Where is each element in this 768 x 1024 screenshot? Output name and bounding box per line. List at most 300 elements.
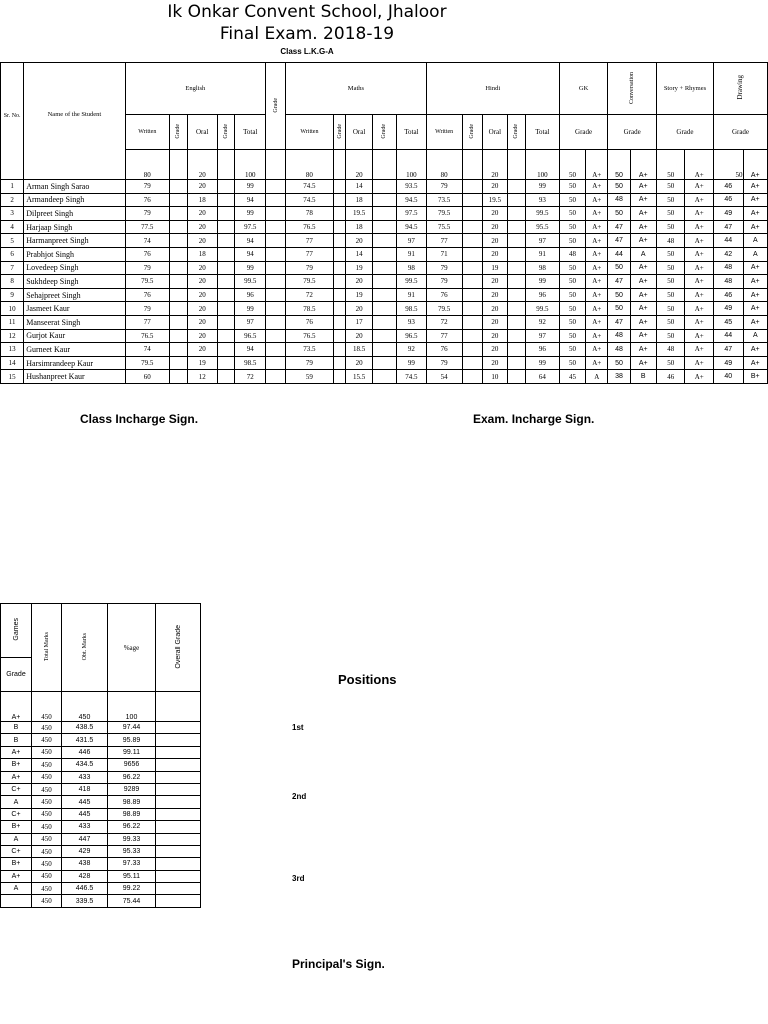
total-marks: 450 <box>32 821 62 833</box>
grade-cell <box>372 356 396 370</box>
grade-cell <box>462 261 482 275</box>
hindi-written-grade-header: Grade <box>462 115 482 150</box>
grade-cell <box>217 234 235 248</box>
cell-m-t: 99 <box>397 356 427 370</box>
total-marks: 450 <box>32 734 62 746</box>
obt-marks: 431.5 <box>62 734 108 746</box>
obt-marks: 429 <box>62 845 108 857</box>
cell-h-w: 75.5 <box>426 220 462 234</box>
cell-cv-g: A+ <box>630 288 656 302</box>
student-name: Harsimrandeep Kaur <box>24 356 125 370</box>
cell-h-w: 73.5 <box>426 193 462 207</box>
cell-h-t: 96 <box>525 343 559 357</box>
hindi-header: Hindi <box>426 63 559 115</box>
cell-gk-m: 45 <box>559 370 585 384</box>
percentage: 99.11 <box>108 746 156 758</box>
cell-dr-m: 46 <box>713 180 743 194</box>
grade-cell <box>462 288 482 302</box>
grade-cell <box>372 275 396 289</box>
cell-m-w: 76 <box>286 315 334 329</box>
cell-dr-g: A <box>743 234 767 248</box>
cell-e-o: 20 <box>187 261 217 275</box>
conversation-grade-header: Grade <box>608 115 657 150</box>
cell-gk-m: 48 <box>559 247 585 261</box>
position-third: 3rd <box>292 874 305 883</box>
principal-sign: Principal's Sign. <box>292 957 385 971</box>
cell-dr-g: A+ <box>743 315 767 329</box>
grade-cell <box>169 329 187 343</box>
overall-grade <box>156 796 201 808</box>
cell-dr-g: A+ <box>743 275 767 289</box>
games-grade: C+ <box>1 845 32 857</box>
cell-st-g: A+ <box>685 343 714 357</box>
grade-cell <box>462 220 482 234</box>
cell-m-o: 19 <box>346 288 372 302</box>
cell-dr-g: A+ <box>743 302 767 316</box>
grade-cell <box>169 193 187 207</box>
cell-h-t: 99.5 <box>525 207 559 221</box>
cell-gk-m: 50 <box>559 343 585 357</box>
cell-dr-g: A+ <box>743 288 767 302</box>
cell-cv-g: A+ <box>630 180 656 194</box>
max-written: 80 <box>426 150 462 180</box>
summary-row <box>1 845 201 857</box>
percentage: 95.89 <box>108 734 156 746</box>
grade-cell <box>266 193 286 207</box>
exam-title: Final Exam. 2018-19 <box>219 24 395 44</box>
cell-m-w: 78 <box>286 207 334 221</box>
cell-m-t: 97.5 <box>397 207 427 221</box>
grade-cell <box>217 180 235 194</box>
maths-oral-grade-header: Grade <box>372 115 396 150</box>
cell-dr-m: 44 <box>713 329 743 343</box>
grade-cell <box>508 234 526 248</box>
summary-row <box>1 759 201 771</box>
cell-gk-g: A+ <box>586 315 608 329</box>
table-row <box>1 343 768 357</box>
summary-row <box>1 734 201 746</box>
cell-cv-g: B <box>630 370 656 384</box>
percentage: 75.44 <box>108 895 156 907</box>
school-name: Ik Onkar Convent School, Jhaloor <box>167 2 447 22</box>
games-grade: A+ <box>1 870 32 882</box>
grade-cell <box>169 315 187 329</box>
grade-cell <box>169 180 187 194</box>
cell-st-g: A+ <box>685 329 714 343</box>
max-conv-grade: A+ <box>630 150 656 180</box>
english-oral-header: Oral <box>187 115 217 150</box>
cell-gk-m: 50 <box>559 288 585 302</box>
total-marks: 450 <box>32 895 62 907</box>
total-marks: 450 <box>32 870 62 882</box>
cell-m-t: 91 <box>397 288 427 302</box>
grade-cell <box>169 247 187 261</box>
percentage: 9656 <box>108 759 156 771</box>
table-row <box>1 356 768 370</box>
summary-row <box>1 722 201 734</box>
cell-e-w: 79.5 <box>125 356 169 370</box>
cell-e-w: 79.5 <box>125 275 169 289</box>
cell-gk-g: A+ <box>586 288 608 302</box>
cell-dr-g: A+ <box>743 207 767 221</box>
obt-marks: 418 <box>62 783 108 795</box>
grade-cell <box>462 370 482 384</box>
cell-dr-m: 49 <box>713 356 743 370</box>
grade-cell <box>217 193 235 207</box>
positions-title: Positions <box>338 672 397 687</box>
table-row <box>1 220 768 234</box>
total-marks: 450 <box>32 845 62 857</box>
cell-cv-m: 50 <box>608 356 630 370</box>
cell-e-t: 94 <box>235 247 266 261</box>
summary-row <box>1 746 201 758</box>
total-marks: 450 <box>32 722 62 734</box>
cell-cv-m: 44 <box>608 247 630 261</box>
percentage: 99.33 <box>108 833 156 845</box>
grade-cell <box>462 302 482 316</box>
cell-h-t: 99 <box>525 356 559 370</box>
cell-st-g: A+ <box>685 356 714 370</box>
cell-sr: 7 <box>1 261 24 275</box>
cell-gk-m: 50 <box>559 220 585 234</box>
cell-e-t: 94 <box>235 234 266 248</box>
drawing-header: Drawing <box>713 63 767 115</box>
cell-e-o: 18 <box>187 247 217 261</box>
cell-e-w: 76.5 <box>125 329 169 343</box>
cell-m-w: 77 <box>286 247 334 261</box>
grade-cell <box>462 356 482 370</box>
overall-grade <box>156 722 201 734</box>
summary-row <box>1 858 201 870</box>
cell-e-t: 94 <box>235 193 266 207</box>
english-written-grade-header: Grade <box>169 115 187 150</box>
student-name: Dilpreet Singh <box>24 207 125 221</box>
cell-dr-m: 46 <box>713 288 743 302</box>
english-grade-header: Grade <box>266 63 286 150</box>
cell-m-o: 20 <box>346 234 372 248</box>
maths-written-grade-header: Grade <box>333 115 346 150</box>
max-oral: 20 <box>346 150 372 180</box>
cell-cv-g: A+ <box>630 234 656 248</box>
obt-marks: 445 <box>62 796 108 808</box>
grade-cell <box>508 275 526 289</box>
cell-sr: 6 <box>1 247 24 261</box>
cell-dr-m: 40 <box>713 370 743 384</box>
obt-marks: 433 <box>62 771 108 783</box>
cell-dr-m: 48 <box>713 261 743 275</box>
grade-cell <box>266 315 286 329</box>
grade-cell <box>462 247 482 261</box>
story-grade-header: Grade <box>656 115 713 150</box>
max-gk-grade: A+ <box>586 150 608 180</box>
grade-cell <box>508 288 526 302</box>
cell-sr: 15 <box>1 370 24 384</box>
grade-cell <box>462 207 482 221</box>
cell-cv-g: A+ <box>630 315 656 329</box>
games-max: A+ <box>1 692 32 722</box>
cell-m-t: 93 <box>397 315 427 329</box>
cell-e-o: 20 <box>187 275 217 289</box>
cell-e-w: 76 <box>125 288 169 302</box>
cell-gk-m: 50 <box>559 329 585 343</box>
grade-cell <box>333 220 346 234</box>
cell-gk-m: 50 <box>559 315 585 329</box>
grade-cell <box>266 207 286 221</box>
cell-h-o: 10 <box>482 370 507 384</box>
grade-cell <box>372 207 396 221</box>
cell-st-g: A+ <box>685 247 714 261</box>
cell-st-m: 50 <box>656 220 685 234</box>
cell-h-w: 54 <box>426 370 462 384</box>
cell-h-w: 72 <box>426 315 462 329</box>
grade-cell <box>217 302 235 316</box>
games-grade-header: Grade <box>1 658 32 692</box>
cell-h-t: 96 <box>525 288 559 302</box>
cell-gk-g: A+ <box>586 207 608 221</box>
english-written-header: Written <box>125 115 169 150</box>
games-grade: A+ <box>1 746 32 758</box>
cell-m-o: 18.5 <box>346 343 372 357</box>
grade-cell <box>333 275 346 289</box>
games-grade: B <box>1 722 32 734</box>
gk-grade-header: Grade <box>559 115 608 150</box>
cell-m-w: 59 <box>286 370 334 384</box>
cell-sr: 11 <box>1 315 24 329</box>
cell-st-g: A+ <box>685 275 714 289</box>
summary-row <box>1 821 201 833</box>
grade-cell <box>333 315 346 329</box>
table-row <box>1 329 768 343</box>
cell-h-w: 76 <box>426 288 462 302</box>
overall-grade-header: Overall Grade <box>156 604 201 692</box>
cell-cv-g: A+ <box>630 302 656 316</box>
cell-gk-m: 50 <box>559 180 585 194</box>
cell-m-w: 79.5 <box>286 275 334 289</box>
cell-cv-m: 38 <box>608 370 630 384</box>
story-rhymes-header: Story + Rhymes <box>656 63 713 115</box>
cell-st-g: A+ <box>685 261 714 275</box>
cell-st-g: A+ <box>685 180 714 194</box>
cell-e-t: 99 <box>235 302 266 316</box>
max-story: 50 <box>656 150 685 180</box>
cell-dr-g: A+ <box>743 193 767 207</box>
grade-cell <box>217 261 235 275</box>
student-name: Lovedeep Singh <box>24 261 125 275</box>
max-oral: 20 <box>482 150 507 180</box>
summary-row <box>1 883 201 895</box>
english-oral-grade-header: Grade <box>217 115 235 150</box>
student-name: Hushanpreet Kaur <box>24 370 125 384</box>
total-marks: 450 <box>32 833 62 845</box>
cell-cv-g: A+ <box>630 207 656 221</box>
max-oral: 20 <box>187 150 217 180</box>
cell-gk-m: 50 <box>559 302 585 316</box>
cell-cv-m: 50 <box>608 180 630 194</box>
cell-h-t: 93 <box>525 193 559 207</box>
grade-cell <box>462 329 482 343</box>
cell-gk-m: 50 <box>559 275 585 289</box>
maths-oral-header: Oral <box>346 115 372 150</box>
overall-grade <box>156 833 201 845</box>
percentage: 95.11 <box>108 870 156 882</box>
cell-sr: 9 <box>1 288 24 302</box>
grade-cell <box>217 343 235 357</box>
cell-dr-m: 42 <box>713 247 743 261</box>
cell-dr-m: 45 <box>713 315 743 329</box>
cell-dr-m: 47 <box>713 220 743 234</box>
total-marks: 450 <box>32 858 62 870</box>
obt-marks: 446 <box>62 746 108 758</box>
cell-e-o: 20 <box>187 220 217 234</box>
cell-st-m: 48 <box>656 234 685 248</box>
grade-cell <box>333 356 346 370</box>
cell-gk-g: A+ <box>586 193 608 207</box>
grade-cell <box>333 288 346 302</box>
grade-cell <box>333 302 346 316</box>
cell-sr: 13 <box>1 343 24 357</box>
cell-cv-m: 47 <box>608 234 630 248</box>
grade-cell <box>333 207 346 221</box>
cell-gk-m: 50 <box>559 207 585 221</box>
cell-h-o: 19.5 <box>482 193 507 207</box>
hindi-oral-grade-header: Grade <box>508 115 526 150</box>
cell-e-o: 20 <box>187 288 217 302</box>
cell-e-o: 12 <box>187 370 217 384</box>
cell-sr: 14 <box>1 356 24 370</box>
sr-no-header: Sr. No. <box>1 63 24 180</box>
student-name: Harjaap Singh <box>24 220 125 234</box>
student-name: Gurjot Kaur <box>24 329 125 343</box>
cell-dr-g: A+ <box>743 261 767 275</box>
cell-h-t: 98 <box>525 261 559 275</box>
table-row <box>1 207 768 221</box>
percentage: 99.22 <box>108 883 156 895</box>
drawing-grade-header: Grade <box>713 115 767 150</box>
table-row <box>1 247 768 261</box>
obt-marks: 433 <box>62 821 108 833</box>
grade-cell <box>217 220 235 234</box>
cell-e-t: 99.5 <box>235 275 266 289</box>
cell-m-w: 72 <box>286 288 334 302</box>
student-name: Gurneet Kaur <box>24 343 125 357</box>
cell-sr: 2 <box>1 193 24 207</box>
games-grade: A+ <box>1 771 32 783</box>
cell-st-m: 50 <box>656 261 685 275</box>
grade-cell <box>508 180 526 194</box>
cell-gk-g: A+ <box>586 329 608 343</box>
grade-cell <box>169 288 187 302</box>
cell-m-o: 17 <box>346 315 372 329</box>
cell-e-o: 20 <box>187 329 217 343</box>
percentage: 97.33 <box>108 858 156 870</box>
grade-cell <box>508 302 526 316</box>
cell-m-o: 20 <box>346 356 372 370</box>
class-label: Class L.K.G-A <box>280 47 334 56</box>
cell-m-t: 94.5 <box>397 220 427 234</box>
cell-e-w: 79 <box>125 261 169 275</box>
overall-grade <box>156 870 201 882</box>
grade-cell <box>462 193 482 207</box>
grade-cell <box>217 356 235 370</box>
summary-row <box>1 870 201 882</box>
max-story-grade: A+ <box>685 150 714 180</box>
cell-h-w: 79.5 <box>426 302 462 316</box>
cell-gk-g: A+ <box>586 261 608 275</box>
cell-e-o: 20 <box>187 343 217 357</box>
cell-cv-m: 47 <box>608 275 630 289</box>
cell-m-o: 19.5 <box>346 207 372 221</box>
total-marks: 450 <box>32 746 62 758</box>
cell-cv-g: A+ <box>630 261 656 275</box>
cell-m-t: 98 <box>397 261 427 275</box>
cell-cv-g: A+ <box>630 343 656 357</box>
obt-marks: 438 <box>62 858 108 870</box>
grade-cell <box>508 193 526 207</box>
grade-cell <box>508 207 526 221</box>
cell-e-t: 94 <box>235 343 266 357</box>
grade-cell <box>372 370 396 384</box>
student-name: Sehajpreet Singh <box>24 288 125 302</box>
grade-cell <box>169 234 187 248</box>
class-incharge-sign: Class Incharge Sign. <box>80 412 199 426</box>
summary-row <box>1 783 201 795</box>
cell-st-g: A+ <box>685 193 714 207</box>
grade-cell <box>508 343 526 357</box>
cell-e-o: 20 <box>187 234 217 248</box>
student-name: Manseerat Singh <box>24 315 125 329</box>
cell-st-g: A+ <box>685 234 714 248</box>
cell-h-o: 20 <box>482 329 507 343</box>
cell-m-t: 99.5 <box>397 275 427 289</box>
cell-sr: 3 <box>1 207 24 221</box>
grade-cell <box>266 234 286 248</box>
obt-marks: 445 <box>62 808 108 820</box>
total-marks: 450 <box>32 759 62 771</box>
grade-cell <box>462 343 482 357</box>
grade-cell <box>266 220 286 234</box>
total-marks: 450 <box>32 783 62 795</box>
cell-st-g: A+ <box>685 315 714 329</box>
table-row <box>1 288 768 302</box>
grade-cell <box>508 329 526 343</box>
percentage: 96.22 <box>108 771 156 783</box>
cell-sr: 1 <box>1 180 24 194</box>
cell-m-t: 94.5 <box>397 193 427 207</box>
hindi-total-header: Total <box>525 115 559 150</box>
cell-gk-m: 50 <box>559 193 585 207</box>
cell-dr-m: 44 <box>713 234 743 248</box>
overall-grade <box>156 858 201 870</box>
cell-h-o: 20 <box>482 220 507 234</box>
cell-e-t: 98.5 <box>235 356 266 370</box>
hindi-written-header: Written <box>426 115 462 150</box>
grade-cell <box>333 261 346 275</box>
cell-h-w: 71 <box>426 247 462 261</box>
obt-max: 450 <box>62 692 108 722</box>
obt-marks: 428 <box>62 870 108 882</box>
overall-grade <box>156 883 201 895</box>
obt-marks-header: Obt. Marks <box>62 604 108 692</box>
summary-table <box>0 603 201 908</box>
cell-cv-m: 47 <box>608 315 630 329</box>
cell-dr-g: A+ <box>743 343 767 357</box>
cell-cv-g: A+ <box>630 329 656 343</box>
games-header: Games <box>1 604 32 658</box>
cell-m-o: 14 <box>346 247 372 261</box>
gk-header: GK <box>559 63 608 115</box>
games-grade: B <box>1 734 32 746</box>
cell-cv-m: 47 <box>608 220 630 234</box>
